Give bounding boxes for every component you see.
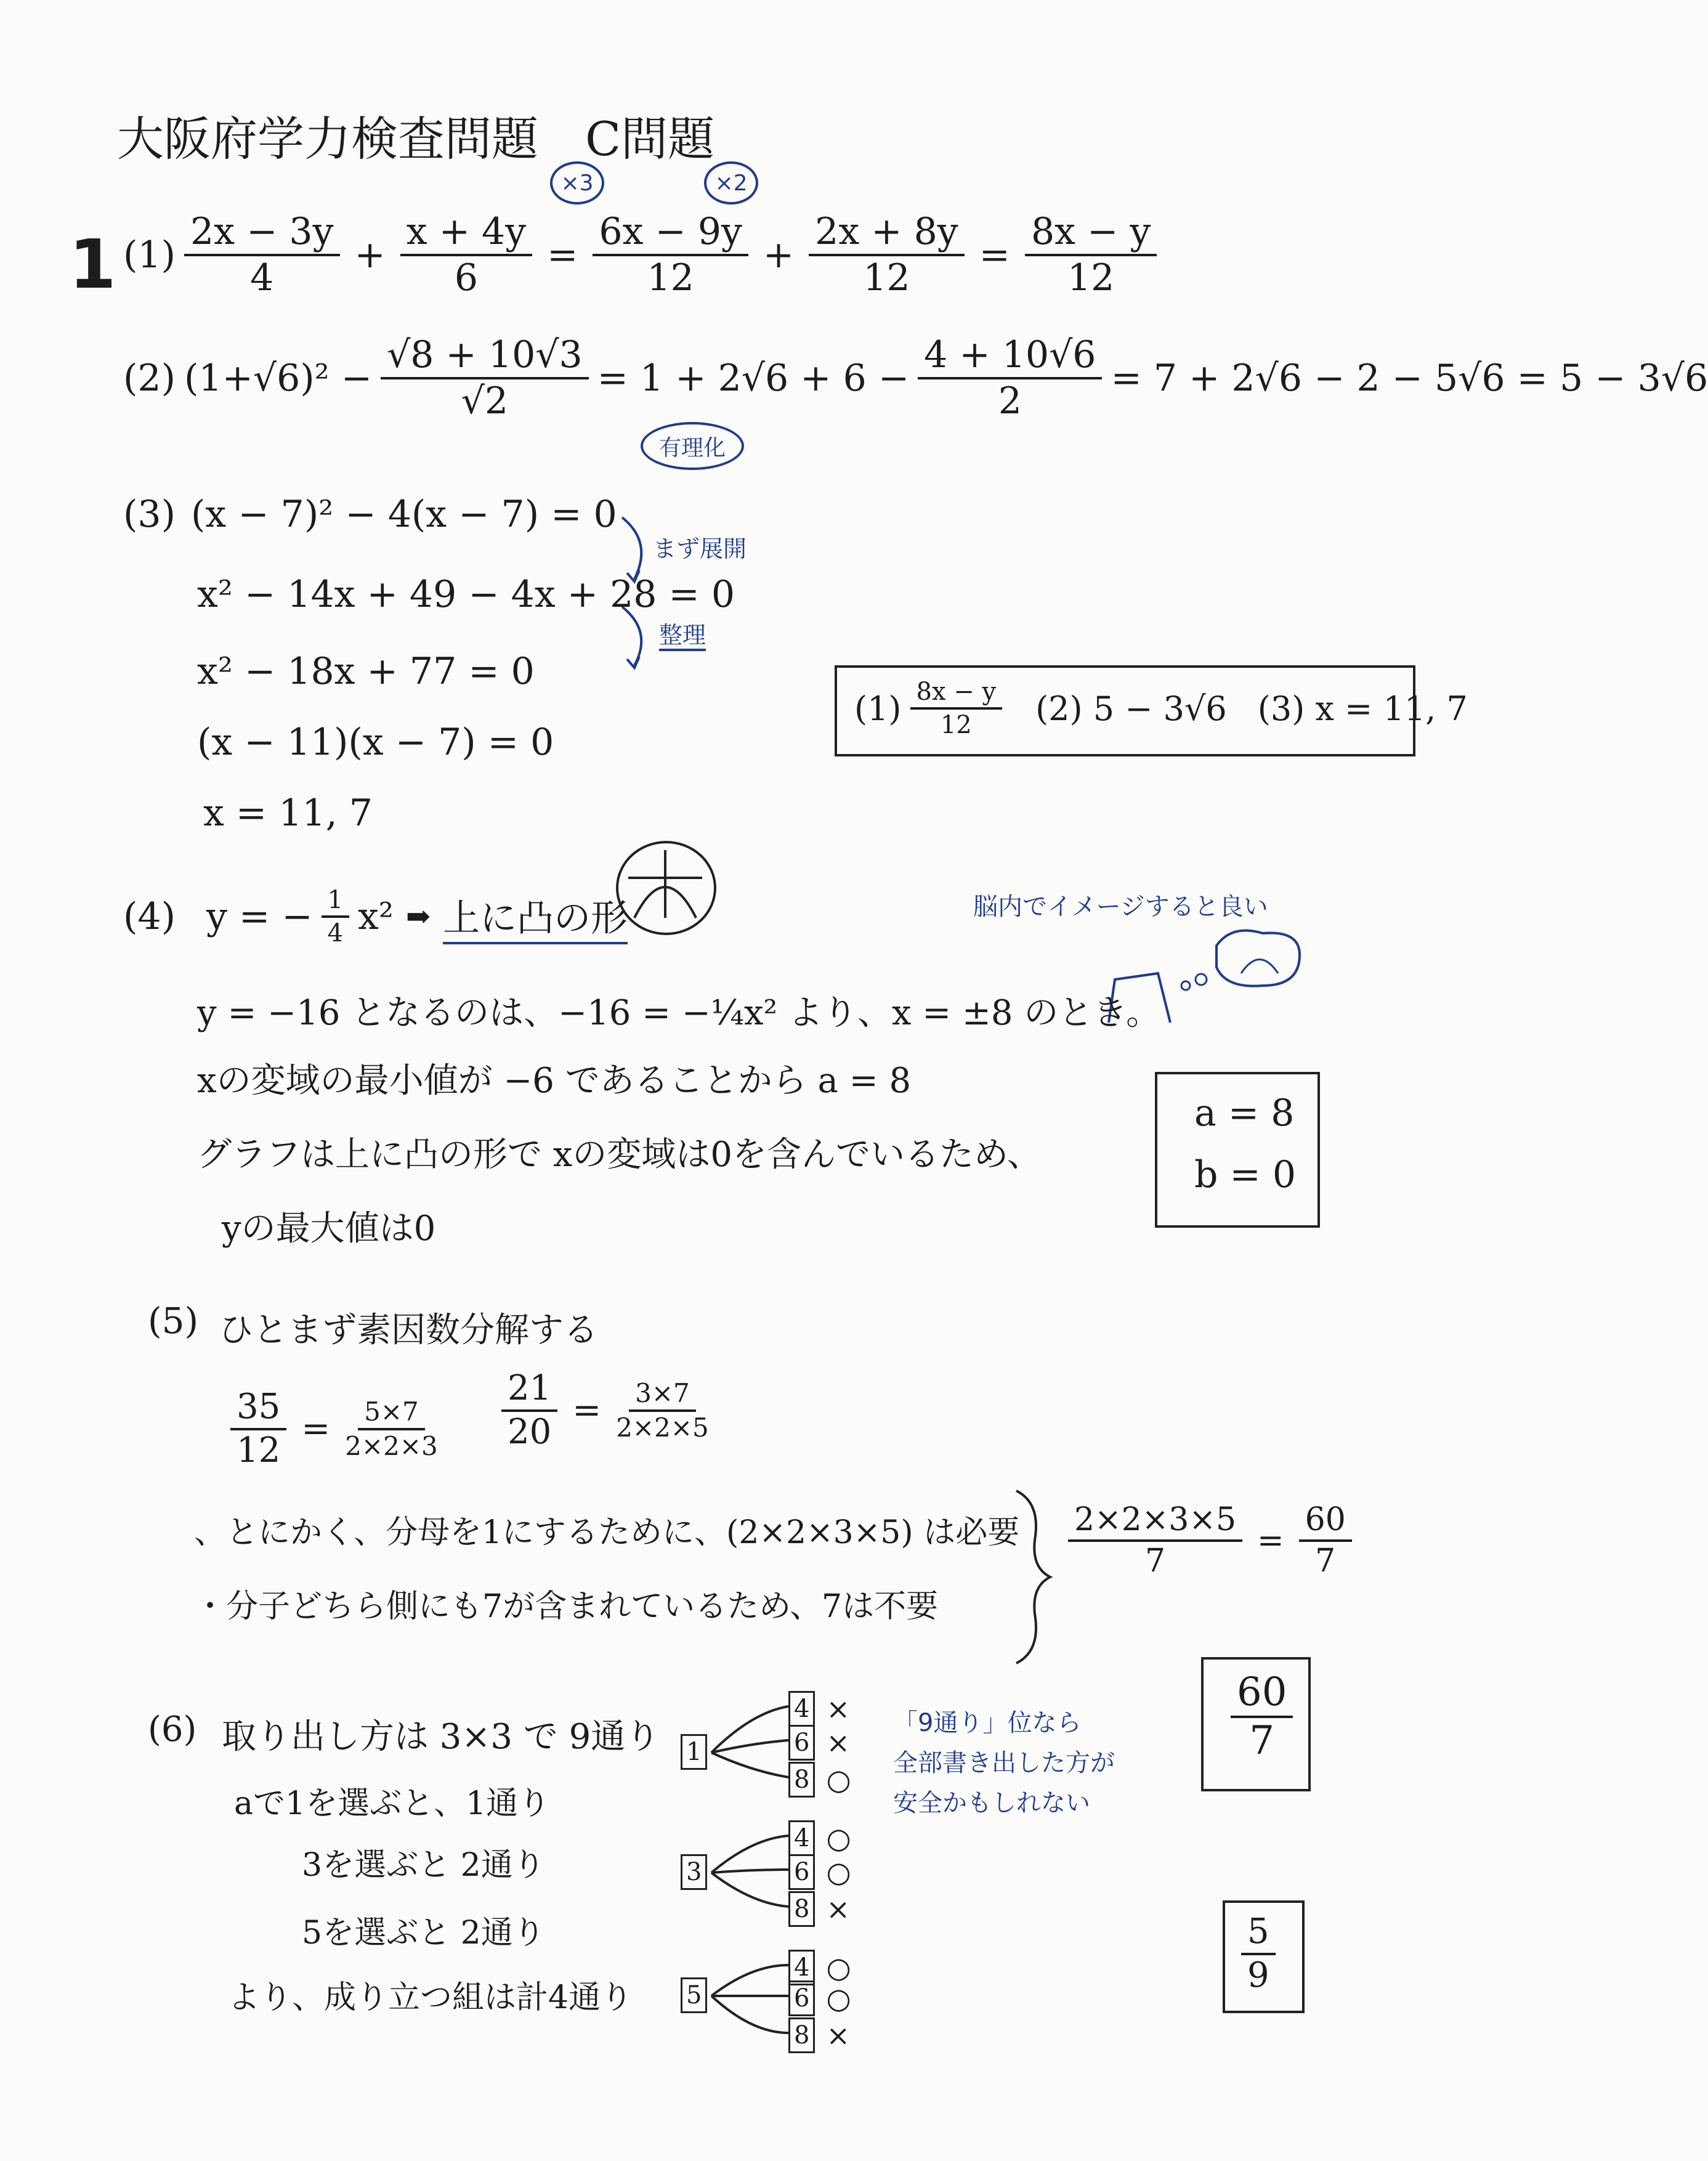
answer-box-123 <box>835 665 1468 756</box>
q1-frac3: $\frac{6x - 9y}{12}$ <box>593 213 748 298</box>
q2-lhs: (1+√6)² − <box>184 357 373 400</box>
q6-line-4: 5を選ぶと 2通り <box>302 1915 545 1952</box>
q5-bullet-1: 、とにかく、分母を1にするために、(2×2×3×5) は必要 <box>194 1514 1020 1551</box>
q4-line <box>123 887 628 946</box>
ans3: (3) x = 11, 7 <box>1257 689 1468 728</box>
q2-rhs: = 7 + 2√6 − 2 − 5√6 = 5 − 3√6 <box>1111 357 1708 400</box>
q3-line-5: x = 11, 7 <box>203 792 373 835</box>
parabola-sketch <box>616 841 716 935</box>
answer-box-4 <box>1155 1072 1320 1228</box>
section-number: 1 <box>69 225 116 304</box>
ans2: (2) 5 − 3√6 <box>1035 689 1227 728</box>
note-imagine: 脳内でイメージすると良い <box>973 893 1268 921</box>
q4-shape: 上に凸の形 <box>443 889 628 944</box>
q2-frac2: $\frac{4 + 10√6}{2}$ <box>918 336 1102 421</box>
q2-frac1: $\frac{√8 + 10√3}{√2}$ <box>381 336 589 421</box>
q6-line-2: aで1を選ぶと、1通り <box>234 1785 551 1822</box>
tree-root: 1 <box>681 1734 707 1770</box>
q4-line-1: y = −16 となるのは、−16 = −¼x² より、x = ±8 のとき。 <box>197 993 1161 1033</box>
note-times2: ×2 <box>704 161 758 205</box>
note-rationalize: 有理化 <box>641 422 744 470</box>
arrow-icon: ➡ <box>405 899 431 934</box>
note-expand: まず展開 <box>653 535 747 562</box>
q1-frac4: $\frac{2x + 8y}{12}$ <box>809 213 965 298</box>
tree-root: 5 <box>681 1977 707 2013</box>
ans1-label: (1) <box>854 689 902 728</box>
q5-factor-2: $\frac{21}{20}$ = $\frac{3\times 7}{2\times 2\times 5}$ <box>493 1371 718 1451</box>
q2-label: (2) <box>123 357 176 400</box>
q6-label: (6) <box>148 1709 197 1749</box>
q5-intro: ひとまず素因数分解する <box>219 1310 598 1350</box>
q6-line-5: より、成り立つ組は計4通り <box>228 1979 633 2016</box>
note-simplify: 整理 <box>659 616 706 650</box>
answer-box-6: $\frac{5}{9}$ <box>1223 1900 1305 2013</box>
q1-frac5: $\frac{8x - y}{12}$ <box>1025 213 1157 298</box>
page-title: 大阪府学力検査問題 C問題 <box>117 111 715 166</box>
q6-line-3: 3を選ぶと 2通り <box>302 1847 545 1884</box>
arrow-expand <box>622 517 641 579</box>
q4-coef: $\frac{1}{4}$ <box>322 887 349 946</box>
q4-eq-tail: x² <box>358 895 394 938</box>
q3-line-3: x² − 18x + 77 = 0 <box>197 650 535 693</box>
q4-line-2: xの変域の最小値が −6 であることから a = 8 <box>197 1061 912 1101</box>
q4-line-3: グラフは上に凸の形で xの変域は0を含んでいるため、 <box>197 1135 1042 1175</box>
ans4-a: a = 8 <box>1194 1092 1295 1135</box>
q5-bullet-2: ・分子どちら側にも7が含まれているため、7は不要 <box>194 1588 939 1625</box>
note-write-all: 全部書き出した方が <box>893 1749 1115 1777</box>
q2-mid: = 1 + 2√6 + 6 − <box>597 357 910 400</box>
ans4-b: b = 0 <box>1194 1153 1296 1196</box>
q4-eq: y = − <box>206 895 313 938</box>
tree-root: 3 <box>681 1854 707 1890</box>
note-9ways: 「9通り」位なら <box>893 1709 1082 1737</box>
q5-result: $\frac{2\times 2\times 3\times 5}{7}$ = $\frac{60}{7}$ <box>1059 1503 1361 1578</box>
q1-frac1: $\frac{2x - 3y}{4}$ <box>184 213 340 298</box>
ans1-frac: $\frac{8x - y}{12}$ <box>910 679 1003 738</box>
q4-label: (4) <box>123 895 176 938</box>
note-times3: ×3 <box>550 161 604 205</box>
q2-line <box>123 333 1708 423</box>
q6-line-1: 取り出し方は 3×3 で 9通り <box>222 1717 660 1757</box>
note-safe: 安全かもしれない <box>893 1789 1090 1817</box>
q3-line-2: x² − 14x + 49 − 4x + 28 = 0 <box>197 573 735 616</box>
brace <box>1016 1491 1050 1663</box>
q3-label: (3) <box>123 493 176 536</box>
q4-line-4: yの最大値は0 <box>222 1209 436 1249</box>
q5-factor-1: $\frac{35}{12}$ = $\frac{5\times 7}{2\times 2\times 3}$ <box>222 1389 447 1469</box>
q1-label: (1) <box>123 233 176 277</box>
q5-label: (5) <box>148 1300 199 1342</box>
answer-box-5: $\frac{60}{7}$ <box>1201 1657 1311 1791</box>
q1-line: (1) $\frac{2x - 3y}{4}$ + $\frac{x + 4y}{6}$ = $\frac{6x - 9y}{12}$ + $\frac{2x + 8y}{12}$ = $\frac{8x - y}{12}$ <box>123 213 1165 298</box>
q3-line-4: (x − 11)(x − 7) = 0 <box>197 721 554 764</box>
q3-line-1: (x − 7)² − 4(x − 7) = 0 <box>191 493 617 536</box>
q1-frac2: $\frac{x + 4y}{6}$ <box>400 213 532 298</box>
